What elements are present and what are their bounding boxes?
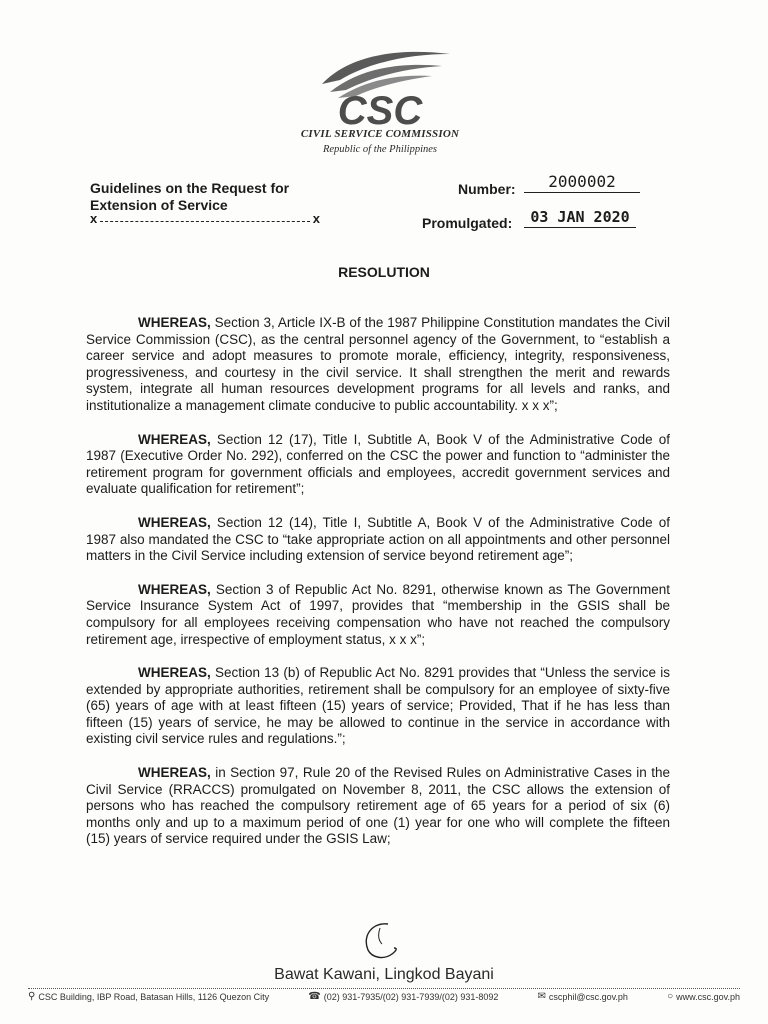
number-label: Number:: [458, 181, 516, 197]
resolution-heading: RESOLUTION: [338, 264, 430, 280]
footer-divider: [28, 988, 740, 989]
country-name: Republic of the Philippines: [322, 144, 438, 155]
location-pin-icon: ⚲: [28, 991, 36, 1002]
number-value: 2000002: [524, 172, 640, 193]
logo-text: CSC: [337, 89, 423, 128]
document-title: Guidelines on the Request for Extension of Service: [90, 180, 290, 213]
footer-contact: [28, 991, 740, 1002]
footer-address: CSC Building, IBP Road, Batasan Hills, 1126 Quezon City: [38, 991, 270, 1002]
csc-swoosh-icon: [300, 46, 460, 128]
footer-website[interactable]: www.csc.gov.ph: [676, 991, 740, 1002]
whereas-paragraph: WHEREAS, in Section 97, Rule 20 of the Revised Rules on Administrative Cases in the Civil Service (RRACCS) promulgated on November 8, 2011, the CSC allows the extension of persons who has reached the compulsory retirement age of 65 years for a period of six (6) months only and up to a maximum period of one (1) year for one who will complete the fifteen (15) years of service required under the GSIS Law;: [86, 765, 670, 847]
agency-name: CIVIL SERVICE COMMISSION: [300, 128, 460, 140]
whereas-paragraph: WHEREAS, Section 12 (17), Title I, Subtitle A, Book V of the Administrative Code of 1987 (Executive Order No. 292), conferred on the CSC the power and function to “administer the retirement program for government officials and employees, accredit government services and evaluate qualification for retirement”;: [86, 431, 670, 497]
resolution-body: [86, 315, 670, 865]
whereas-paragraph: WHEREAS, Section 3, Article IX-B of the 1987 Philippine Constitution mandates the Civil Service Commission (CSC), as the central personnel agency of the Government, to “establish a career service and adopt measures to promote morale, efficiency, integrity, responsiveness, progressiveness, and courtesy in the civil service. It shall strengthen the merit and rewards system, integrate all human resources development programs for all levels and ranks, and institutionalize a management climate conducive to public accountability. x x x”;: [86, 315, 670, 413]
title-separator: x x: [90, 211, 320, 226]
promulgated-value: 03 JAN 2020: [524, 207, 636, 228]
motto: Bawat Kawani, Lingkod Bayani: [274, 966, 494, 983]
initials-signature: [358, 918, 408, 971]
phone-icon: ☎: [308, 991, 321, 1002]
whereas-paragraph: WHEREAS, Section 3 of Republic Act No. 8291, otherwise known as The Government Service Insurance System Act of 1997, provides that “membership in the GSIS shall be compulsory for all employees receiving compensation who have not reached the compulsory retirement age, irrespective of employment status, x x x”;: [86, 581, 670, 647]
whereas-paragraph: WHEREAS, Section 12 (14), Title I, Subtitle A, Book V of the Administrative Code of 1987 also mandated the CSC to “take appropriate action on all appointments and other personnel matters in the Civil Service including extension of service beyond retirement age”;: [86, 514, 670, 564]
footer-email[interactable]: cscphil@csc.gov.ph: [548, 991, 628, 1002]
email-icon: ✉: [537, 991, 546, 1002]
globe-icon: ○: [667, 991, 674, 1002]
whereas-paragraph: WHEREAS, Section 13 (b) of Republic Act No. 8291 provides that “Unless the service is extended by appropriate authorities, retirement shall be compulsory for an employee of sixty-five (65) years of age with at least fifteen (15) years of service; Provided, That if he has less than fifteen (15) years of service, he may be allowed to continue in the service in accordance with existing civil service rules and regulations.”;: [86, 665, 670, 747]
footer-phone: (02) 931-7935/(02) 931-7939/(02) 931-8092: [323, 991, 499, 1002]
promulgated-label: Promulgated:: [422, 215, 513, 231]
csc-logo: [300, 46, 460, 164]
